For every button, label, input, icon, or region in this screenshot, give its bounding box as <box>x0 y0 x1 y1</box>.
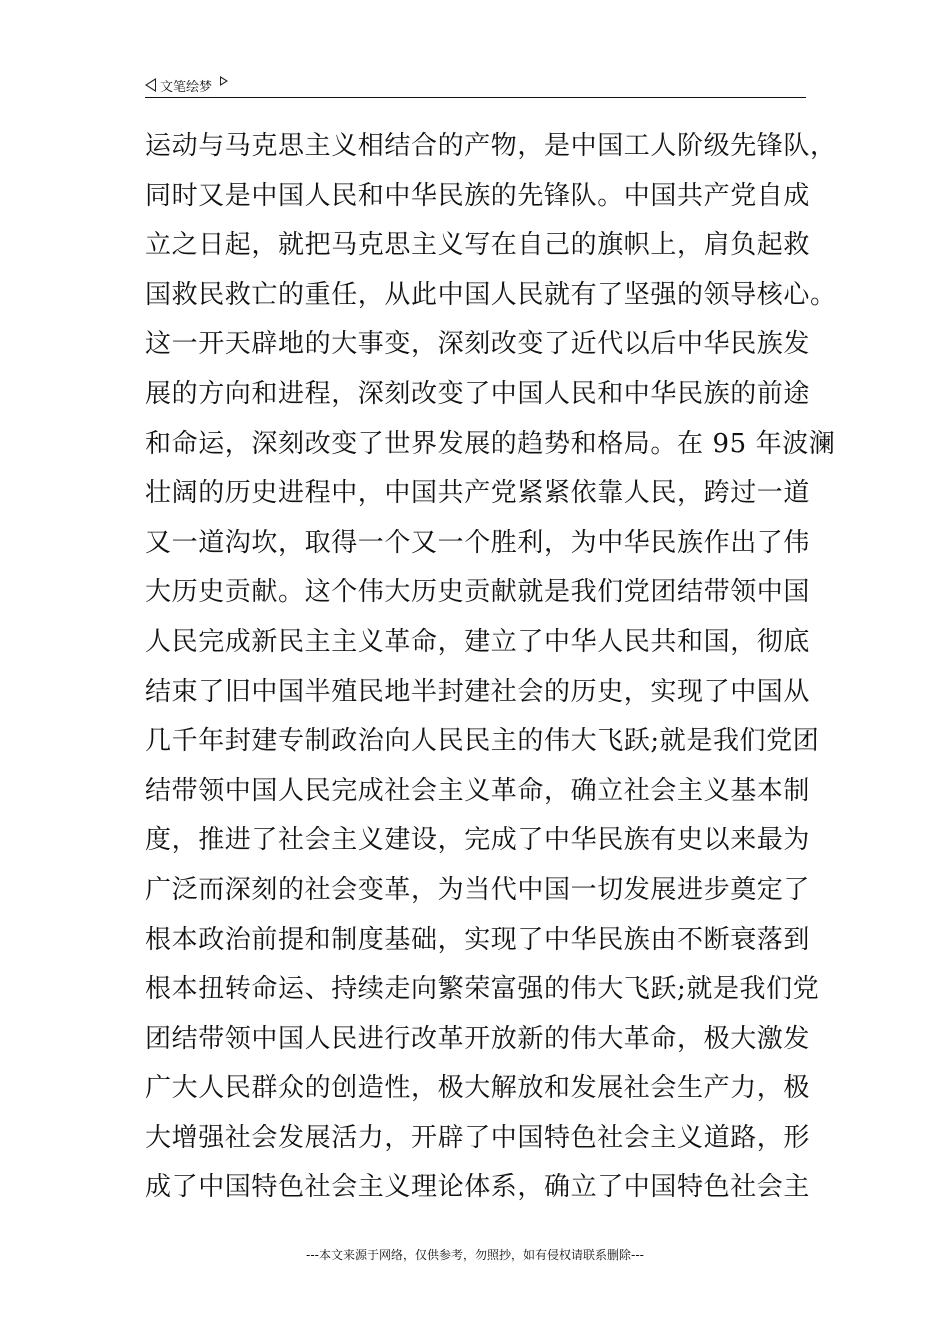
text-line: 根本政治前提和制度基础，实现了中华民族由不断衰落到 <box>145 924 811 955</box>
text-line: 大历史贡献。这个伟大历史贡献就是我们党团结带领中国 <box>145 577 811 608</box>
text-line: 度，推进了社会主义建设，完成了中华民族有史以来最为 <box>145 825 811 856</box>
right-triangle-icon <box>220 76 228 86</box>
text-line: 成了中国特色社会主义理论体系，确立了中国特色社会主 <box>145 1172 811 1203</box>
text-line: 根本扭转命运、持续走向繁荣富强的伟大飞跃;就是我们党 <box>145 974 820 1005</box>
text-line: 广泛而深刻的社会变革，为当代中国一切发展进步奠定了 <box>145 874 811 905</box>
page-footer: ---本文来源于网络，仅供参考，勿照抄，如有侵权请联系删除--- <box>306 1248 644 1262</box>
text-line: 这一开天辟地的大事变，深刻改变了近代以后中华民族发 <box>145 329 811 360</box>
text-line: 又一道沟坎，取得一个又一个胜利，为中华民族作出了伟 <box>145 527 811 558</box>
text-line: 结束了旧中国半殖民地半封建社会的历史，实现了中国从 <box>145 676 811 707</box>
text-line: 团结带领中国人民进行改革开放新的伟大革命，极大激发 <box>145 1023 811 1054</box>
left-triangle-icon <box>145 78 156 92</box>
text-line: 大增强社会发展活力，开辟了中国特色社会主义道路，形 <box>145 1122 811 1153</box>
text-line: 展的方向和进程，深刻改变了中国人民和中华民族的前途 <box>145 378 811 409</box>
text-line: 几千年封建专制政治向人民民主的伟大飞跃;就是我们党团 <box>145 726 820 757</box>
text-line: 壮阔的历史进程中，中国共产党紧紧依靠人民，跨过一道 <box>145 478 811 509</box>
text-line: 国救民救亡的重任，从此中国人民就有了坚强的领导核心。 <box>145 279 837 310</box>
text-line: 运动与马克思主义相结合的产物，是中国工人阶级先锋队， <box>145 131 837 161</box>
text-line: 和命运，深刻改变了世界发展的趋势和格局。在 95 年波澜 <box>145 428 836 459</box>
header-title: 文笔绘梦 <box>160 79 213 95</box>
body-text <box>145 122 837 1213</box>
text-line: 广大人民群众的创造性，极大解放和发展社会生产力，极 <box>145 1073 811 1104</box>
text-line: 人民完成新民主主义革命，建立了中华人民共和国，彻底 <box>145 626 811 657</box>
text-line: 同时又是中国人民和中华民族的先锋队。中国共产党自成 <box>145 180 811 211</box>
text-line: 立之日起，就把马克思主义写在自己的旗帜上，肩负起救 <box>145 230 811 261</box>
page-header <box>145 74 228 96</box>
header-divider <box>145 97 806 98</box>
text-line: 结带领中国人民完成社会主义革命，确立社会主义基本制 <box>145 775 811 806</box>
